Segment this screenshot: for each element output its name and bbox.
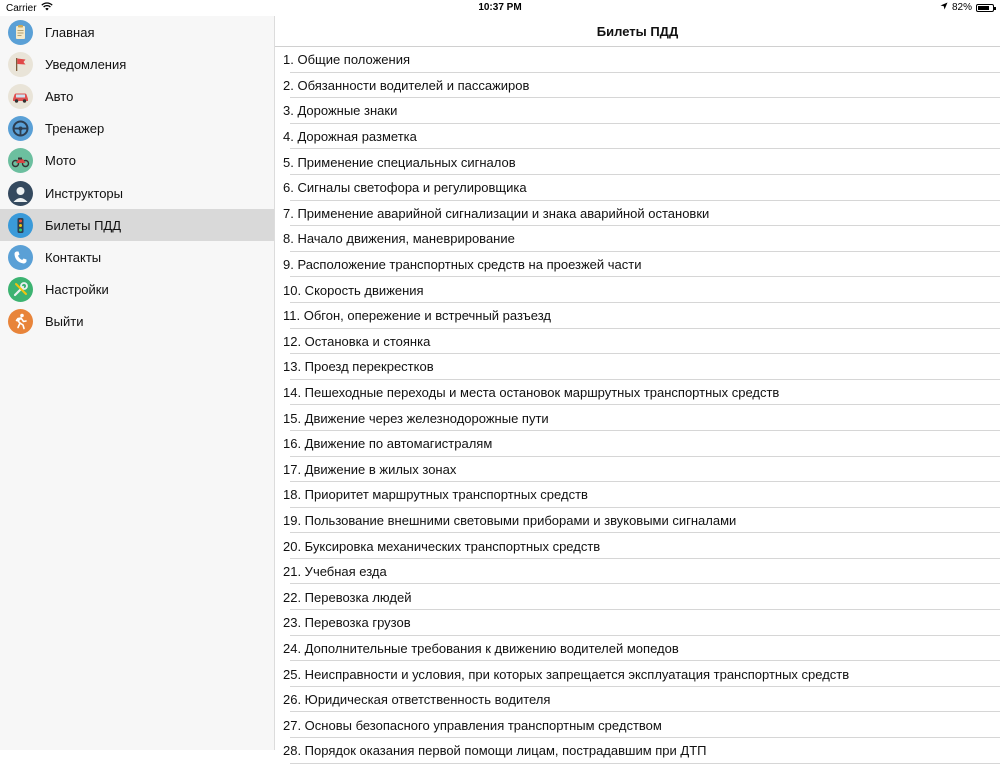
sidebar xyxy=(0,16,275,750)
sidebar-item-label: Авто xyxy=(45,88,74,104)
list-item[interactable]: 17. Движение в жилых зонах xyxy=(275,457,1000,483)
list-item[interactable]: 6. Сигналы светофора и регулировщика xyxy=(275,175,1000,201)
sidebar-item-label: Тренажер xyxy=(45,121,105,137)
status-bar xyxy=(0,0,1000,16)
tickets-list xyxy=(275,47,1000,764)
list-item[interactable]: 10. Скорость движения xyxy=(275,277,1000,303)
status-time: 10:37 PM xyxy=(478,2,522,13)
list-item[interactable]: 14. Пешеходные переходы и места остановок маршрутных транспортных средств xyxy=(275,380,1000,406)
list-item[interactable]: 9. Расположение транспортных средств на проезжей части xyxy=(275,252,1000,278)
list-item[interactable]: 27. Основы безопасного управления транспортным средством xyxy=(275,712,1000,738)
sidebar-item-tickets[interactable] xyxy=(0,209,274,241)
page-title: Билеты ПДД xyxy=(596,23,679,39)
list-item[interactable]: 13. Проезд перекрестков xyxy=(275,354,1000,380)
list-item[interactable]: 26. Юридическая ответственность водителя xyxy=(275,687,1000,713)
sidebar-item-settings[interactable] xyxy=(0,274,274,306)
phone-icon xyxy=(8,245,33,270)
battery-icon xyxy=(976,4,994,12)
traffic-light-icon xyxy=(8,213,33,238)
list-item[interactable]: 15. Движение через железнодорожные пути xyxy=(275,405,1000,431)
list-item[interactable]: 28. Порядок оказания первой помощи лицам, пострадавшим при ДТП xyxy=(275,738,1000,764)
steering-wheel-icon xyxy=(8,116,33,141)
location-arrow-icon xyxy=(940,2,948,13)
sidebar-item-label: Билеты ПДД xyxy=(45,217,122,233)
flag-icon xyxy=(8,52,33,77)
list-item[interactable]: 1. Общие положения xyxy=(275,47,1000,73)
list-item[interactable]: 3. Дорожные знаки xyxy=(275,98,1000,124)
sidebar-item-instructors[interactable] xyxy=(0,177,274,209)
sidebar-item-label: Инструкторы xyxy=(45,185,124,201)
person-icon xyxy=(8,181,33,206)
navigation-bar xyxy=(275,16,1000,47)
status-bar-right xyxy=(940,2,994,13)
list-item[interactable]: 19. Пользование внешними световыми приборами и звуковыми сигналами xyxy=(275,508,1000,534)
main-panel xyxy=(275,16,1000,759)
sidebar-item-label: Мото xyxy=(45,153,76,169)
list-item[interactable]: 16. Движение по автомагистралям xyxy=(275,431,1000,457)
list-item[interactable]: 21. Учебная езда xyxy=(275,559,1000,585)
list-item[interactable]: 24. Дополнительные требования к движению водителей мопедов xyxy=(275,636,1000,662)
sidebar-item-label: Контакты xyxy=(45,249,102,265)
list-item[interactable]: 22. Перевозка людей xyxy=(275,584,1000,610)
list-item[interactable]: 2. Обязанности водителей и пассажиров xyxy=(275,73,1000,99)
list-item[interactable]: 5. Применение специальных сигналов xyxy=(275,149,1000,175)
list-item[interactable]: 11. Обгон, опережение и встречный разъезд xyxy=(275,303,1000,329)
sidebar-item-moto[interactable] xyxy=(0,145,274,177)
motorcycle-icon xyxy=(8,148,33,173)
battery-fill xyxy=(978,6,989,10)
list-item[interactable]: 23. Перевозка грузов xyxy=(275,610,1000,636)
list-item[interactable]: 18. Приоритет маршрутных транспортных средств xyxy=(275,482,1000,508)
list-item[interactable]: 25. Неисправности и условия, при которых запрещается эксплуатация транспортных средств xyxy=(275,661,1000,687)
sidebar-item-label: Выйти xyxy=(45,314,84,330)
clipboard-icon xyxy=(8,20,33,45)
battery-percent: 82% xyxy=(951,2,972,13)
sidebar-item-home[interactable] xyxy=(0,16,274,48)
tools-icon xyxy=(8,277,33,302)
list-item[interactable]: 8. Начало движения, маневрирование xyxy=(275,226,1000,252)
runner-icon xyxy=(8,309,33,334)
list-item[interactable]: 12. Остановка и стоянка xyxy=(275,329,1000,355)
sidebar-item-trainer[interactable] xyxy=(0,113,274,145)
list-item[interactable]: 20. Буксировка механических транспортных средств xyxy=(275,533,1000,559)
carrier-label: Carrier xyxy=(6,2,37,14)
sidebar-item-notifications[interactable] xyxy=(0,48,274,80)
sidebar-item-logout[interactable] xyxy=(0,306,274,338)
sidebar-item-label: Уведомления xyxy=(45,56,127,72)
sidebar-item-label: Настройки xyxy=(45,282,109,298)
sidebar-item-contacts[interactable] xyxy=(0,241,274,273)
list-item[interactable]: 4. Дорожная разметка xyxy=(275,124,1000,150)
car-icon xyxy=(8,84,33,109)
list-item[interactable]: 7. Применение аварийной сигнализации и знака аварийной остановки xyxy=(275,201,1000,227)
sidebar-item-auto[interactable] xyxy=(0,80,274,112)
sidebar-item-label: Главная xyxy=(45,24,95,40)
